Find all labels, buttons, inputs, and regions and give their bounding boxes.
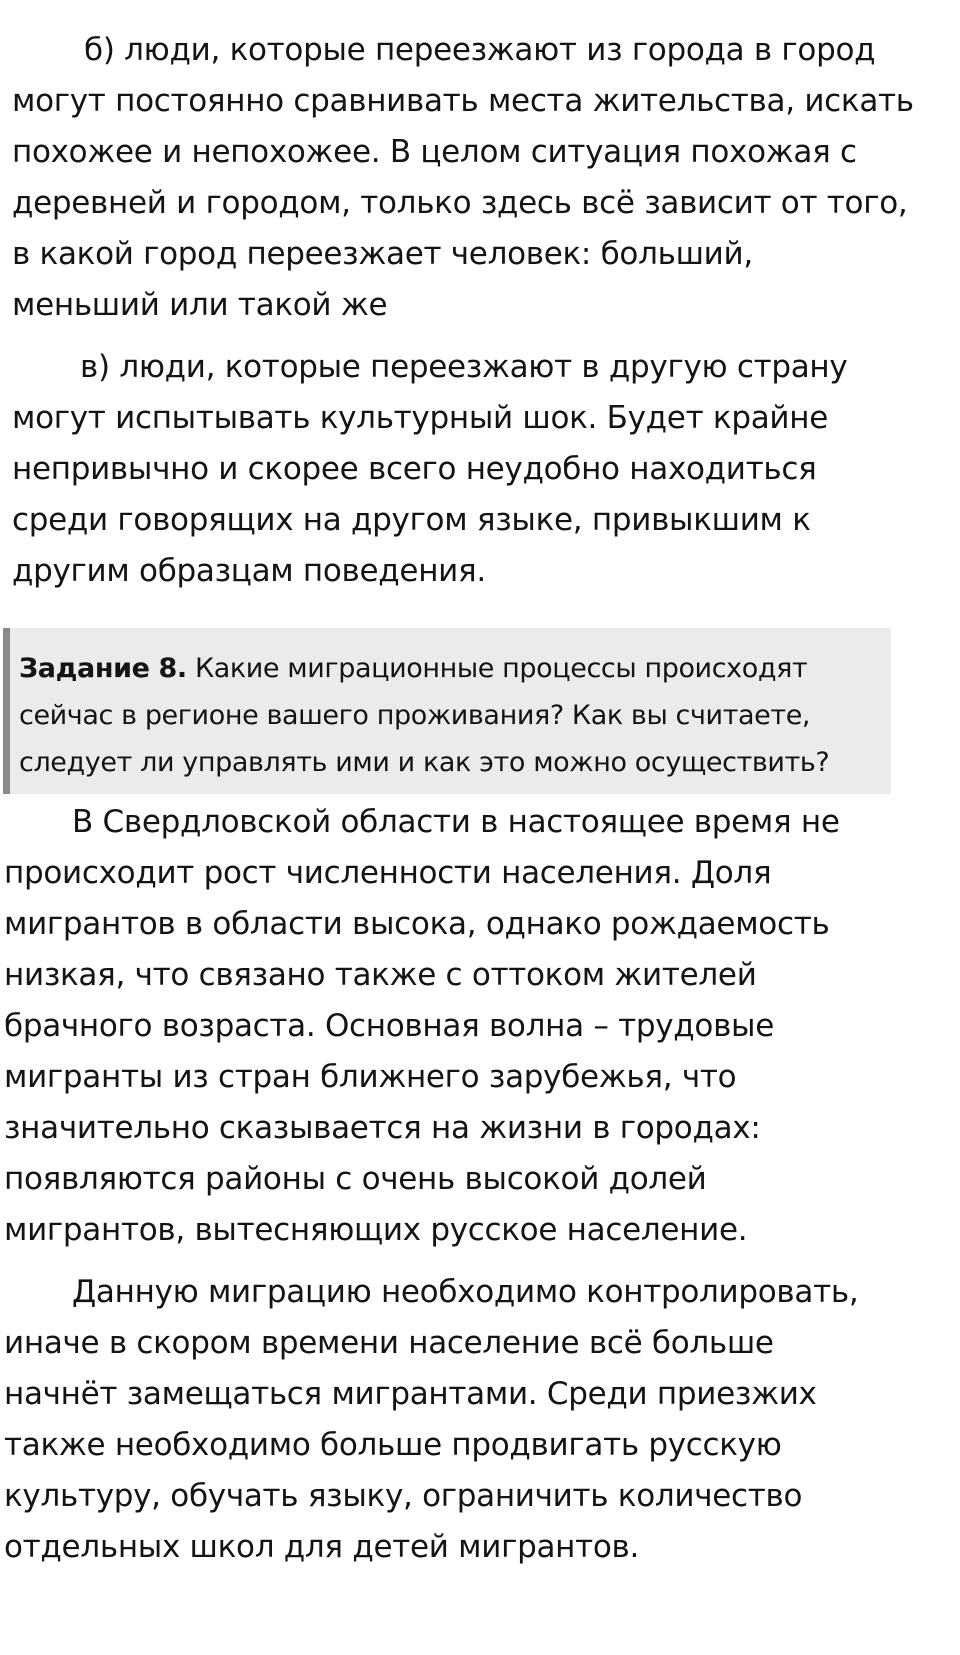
text-line: культуру, обучать языку, ограничить количество — [4, 1478, 803, 1514]
text-line: мигранты из стран ближнего зарубежья, что — [4, 1059, 737, 1095]
task-line: сейчас в регионе вашего проживания? Как вы считаете, — [19, 700, 811, 731]
text-line: иначе в скором времени население всё больше — [4, 1325, 774, 1361]
text-line: непривычно и скорее всего неудобно находиться — [12, 451, 817, 487]
text-line: меньший или такой же — [12, 287, 388, 323]
text-line: отдельных школ для детей мигрантов. — [4, 1529, 640, 1565]
text-line: могут испытывать культурный шок. Будет крайне — [12, 400, 828, 436]
text-line: низкая, что связано также с оттоком жителей — [4, 957, 757, 993]
task-label: Задание 8. — [19, 653, 187, 684]
text-line: в какой город переезжает человек: больший, — [12, 236, 753, 272]
task-line-text: Какие миграционные процессы происходят — [186, 653, 808, 684]
paragraph-v — [12, 342, 847, 597]
text-line: среди говорящих на другом языке, привыкшим к — [12, 502, 811, 538]
text-line: другим образцам поведения. — [12, 553, 486, 589]
text-line: могут постоянно сравнивать места жительства, искать — [12, 83, 914, 119]
task-line: следует ли управлять ими и как это можно осуществить? — [19, 747, 830, 778]
text-line: появляются районы с очень высокой долей — [4, 1161, 707, 1197]
text-line: начнёт замещаться мигрантами. Среди приезжих — [4, 1376, 817, 1412]
text-line: Данную миграцию необходимо контролировать, — [72, 1274, 859, 1310]
text-line: в) люди, которые переезжают в другую страну — [80, 349, 848, 385]
paragraph-b — [12, 25, 914, 331]
text-line: похожее и непохожее. В целом ситуация похожая с — [12, 134, 857, 170]
paragraph-control — [4, 1267, 858, 1573]
text-line: также необходимо больше продвигать русскую — [4, 1427, 782, 1463]
task-box — [3, 628, 891, 794]
text-line: В Свердловской области в настоящее время не — [72, 804, 840, 840]
text-line: брачного возраста. Основная волна – трудовые — [4, 1008, 774, 1044]
text-line: происходит рост численности населения. Доля — [4, 855, 772, 891]
task-line — [19, 645, 829, 692]
text-line: значительно сказывается на жизни в городах: — [4, 1110, 761, 1146]
text-line: б) люди, которые переезжают из города в город — [84, 32, 876, 68]
task-question — [19, 645, 829, 786]
paragraph-sverdlovsk — [4, 797, 840, 1256]
text-line: мигрантов, вытесняющих русское население. — [4, 1212, 748, 1248]
text-line: мигрантов в области высока, однако рождаемость — [4, 906, 830, 942]
text-line: деревней и городом, только здесь всё зависит от того, — [12, 185, 908, 221]
